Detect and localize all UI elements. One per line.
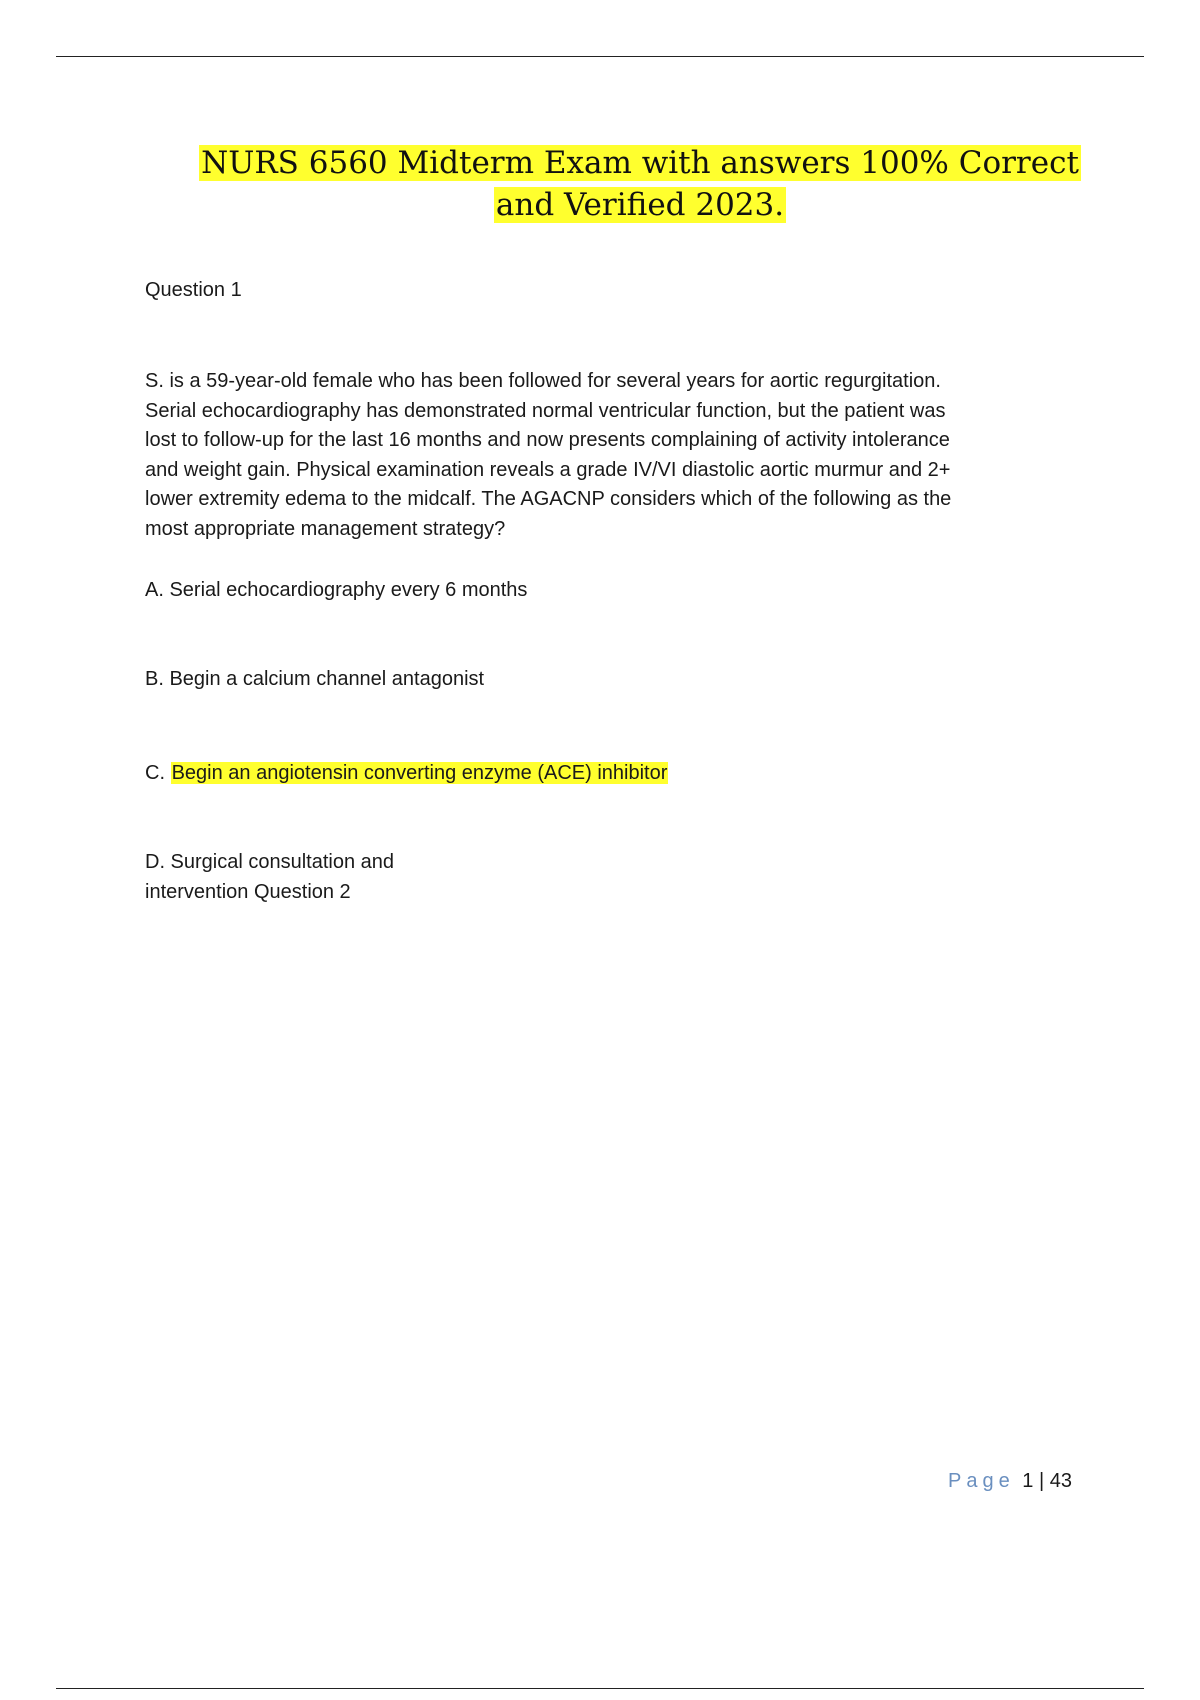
title-line-2: and Verified 2023.	[495, 187, 785, 223]
page-total: 43	[1049, 1470, 1072, 1492]
option-d-line-1: D. Surgical consultation and	[145, 851, 395, 873]
bottom-rule	[56, 1688, 1144, 1689]
option-b: B. Begin a calcium channel antagonist	[145, 668, 485, 690]
page-word: Page	[948, 1470, 1015, 1492]
option-c	[145, 759, 1075, 789]
stem-line: lost to follow-up for the last 16 months and now presents complaining of activity intolerance	[145, 429, 950, 451]
stem-line: S. is a 59-year-old female who has been followed for several years for aortic regurgitation.	[145, 370, 941, 392]
document-title	[145, 142, 1135, 226]
option-d	[145, 848, 1075, 907]
top-rule	[56, 56, 1144, 57]
stem-line: lower extremity edema to the midcalf. The AGACNP considers which of the following as the	[145, 488, 952, 510]
option-a: A. Serial echocardiography every 6 months	[145, 579, 528, 601]
page-footer	[948, 1470, 1072, 1493]
stem-line: Serial echocardiography has demonstrated normal ventricular function, but the patient was	[145, 399, 946, 422]
option-c-prefix: C.	[145, 762, 171, 784]
stem-line: most appropriate management strategy?	[145, 517, 506, 540]
page-separator: |	[1038, 1470, 1045, 1492]
option-d-line-2: intervention Question 2	[145, 880, 351, 903]
correct-answer-highlight: Begin an angiotensin converting enzyme (ACE) inhibitor	[171, 762, 668, 784]
question-stem	[145, 367, 1075, 544]
title-line-1: NURS 6560 Midterm Exam with answers 100% Correct	[201, 145, 1079, 181]
stem-line: and weight gain. Physical examination reveals a grade IV/VI diastolic aortic murmur and 2+	[145, 458, 951, 481]
page-number: 1	[1022, 1470, 1034, 1492]
question-label: Question 1	[145, 279, 242, 301]
